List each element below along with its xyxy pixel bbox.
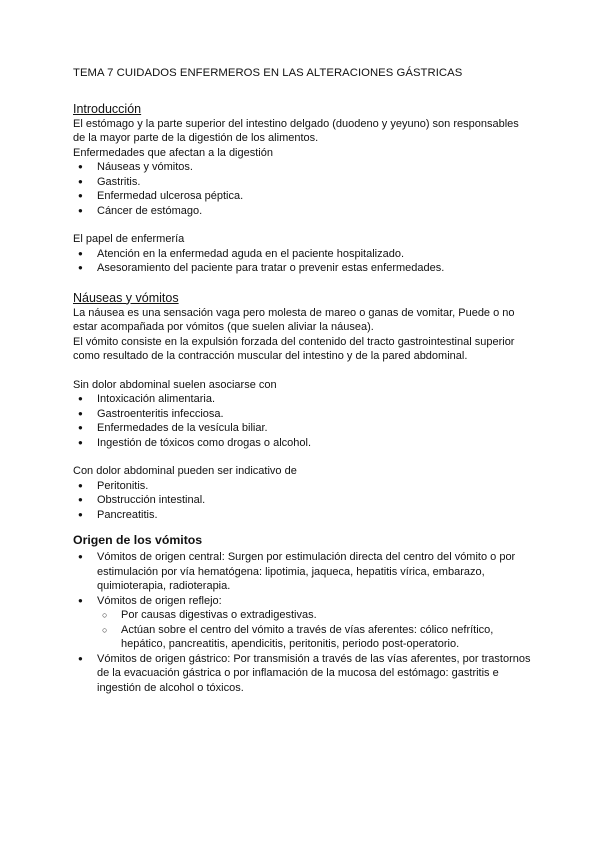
list-item: ○ Por causas digestivas o extradigestivas. xyxy=(97,608,533,623)
nursing-label: El papel de enfermería xyxy=(73,233,185,245)
list-item: ● Cáncer de estómago. xyxy=(73,204,533,219)
list-item: ● Ingestión de tóxicos como drogas o alcohol. xyxy=(73,436,533,451)
list-item: ● Gastritis. xyxy=(73,175,533,190)
document-title: TEMA 7 CUIDADOS ENFERMEROS EN LAS ALTERACIONES GÁSTRICAS xyxy=(73,67,463,79)
reflex-sublist xyxy=(73,608,533,652)
list-item: ● Náuseas y vómitos. xyxy=(73,160,533,175)
list-item xyxy=(73,594,533,652)
diseases-label: Enfermedades que afectan a la digestión xyxy=(73,146,273,159)
list-item: ○ Actúan sobre el centro del vómito a través de vías aferentes: cólico nefrítico, hepático, pancreatitis, apendicitis, peritonitis, periodo post-operatorio. xyxy=(97,623,533,652)
list-item: ● Intoxicación alimentaria. xyxy=(73,392,533,407)
reflex-label: Vómitos de origen reflejo: xyxy=(97,594,222,607)
list-item: ● Enfermedad ulcerosa péptica. xyxy=(73,189,533,204)
list-item: ● Gastroenteritis infecciosa. xyxy=(73,407,533,422)
nausea-heading: Náuseas y vómitos xyxy=(73,290,179,305)
diseases-list xyxy=(73,160,533,218)
document-content xyxy=(73,66,533,695)
pain-label: Con dolor abdominal pueden ser indicativo de xyxy=(73,465,297,477)
intro-paragraph: El estómago y la parte superior del intestino delgado (duodeno y yeyuno) son responsables de la mayor parte de la digestión de los alimentos. xyxy=(73,117,519,144)
list-item: ● Enfermedades de la vesícula biliar. xyxy=(73,421,533,436)
no-pain-list xyxy=(73,392,533,450)
origin-list xyxy=(73,550,533,695)
pain-list xyxy=(73,479,533,523)
nausea-paragraph-2: El vómito consiste en la expulsión forzada del contenido del tracto gastrointestinal superior como resultado de la contracción muscular del intestino y de la pared abdominal. xyxy=(73,335,515,362)
no-pain-label: Sin dolor abdominal suelen asociarse con xyxy=(73,378,277,391)
list-item: ● Pancreatitis. xyxy=(73,508,533,523)
list-item: ● Asesoramiento del paciente para tratar o prevenir estas enfermedades. xyxy=(73,261,533,276)
list-item: ● Vómitos de origen central: Surgen por estimulación directa del centro del vómito o por estimulación por vía hematógena: lipotimia, jaqueca, hepatitis vírica, embarazo, quimioterapia, radioterapia. xyxy=(73,550,533,594)
list-item: ● Atención en la enfermedad aguda en el paciente hospitalizado. xyxy=(73,247,533,262)
origin-heading: Origen de los vómitos xyxy=(73,533,203,547)
nursing-list xyxy=(73,247,533,276)
nausea-paragraph-1: La náusea es una sensación vaga pero molesta de mareo o ganas de vomitar, Puede o no estar acompañada por vómitos (que suelen aliviar la náusea). xyxy=(73,306,515,333)
list-item: ● Peritonitis. xyxy=(73,479,533,494)
list-item: ● Obstrucción intestinal. xyxy=(73,493,533,508)
intro-heading: Introducción xyxy=(73,101,142,116)
list-item: ● Vómitos de origen gástrico: Por transmisión a través de las vías aferentes, por trastornos de la evacuación gástrica o por inflamación de la mucosa del estómago: gastritis e ingestión de alcohol o tóxicos. xyxy=(73,652,533,696)
